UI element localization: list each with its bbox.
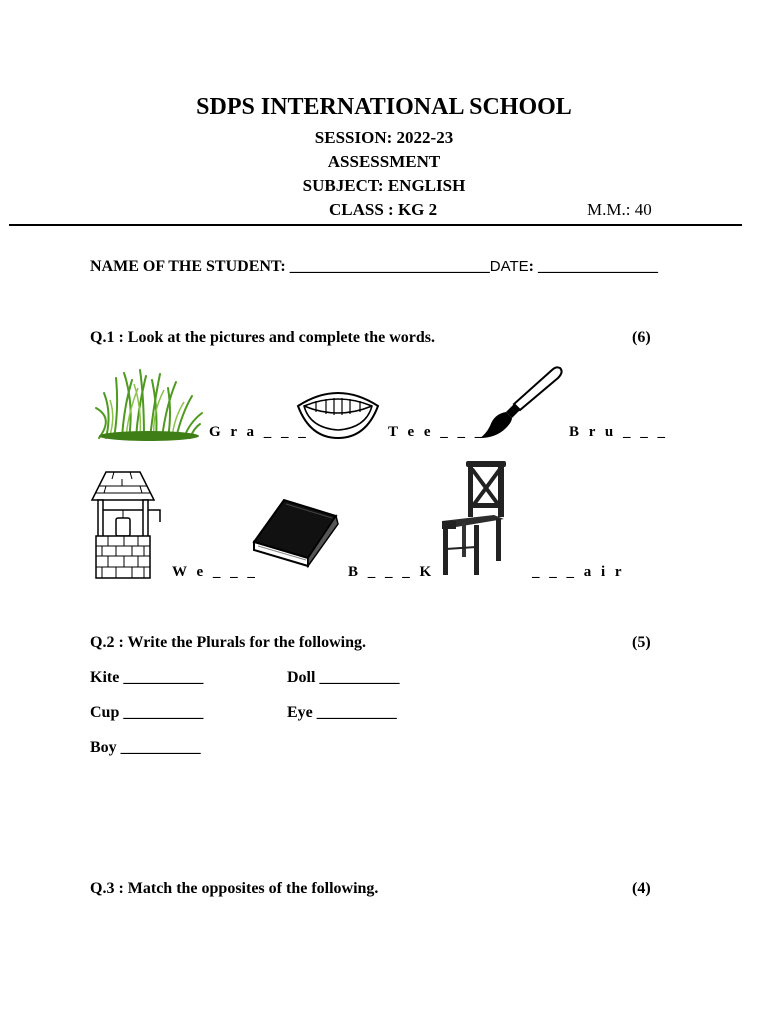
word-well: W e _ _ _: [172, 564, 258, 580]
plural-item-cup[interactable]: Cup __________: [90, 704, 204, 721]
plural-item-kite[interactable]: Kite __________: [90, 669, 204, 686]
q2-marks: (5): [632, 634, 651, 651]
q3-question: Q.3 : Match the opposites of the following.: [90, 880, 379, 897]
plural-item-boy[interactable]: Boy __________: [90, 739, 201, 756]
plural-item-doll[interactable]: Doll __________: [287, 669, 400, 686]
word-brush: B r u _ _ _: [569, 424, 668, 440]
q3-marks: (4): [632, 880, 651, 897]
chair-icon: [440, 459, 510, 579]
header-divider: [9, 224, 742, 226]
class-line: CLASS : KG 2: [329, 200, 438, 219]
plural-item-eye[interactable]: Eye __________: [287, 704, 397, 721]
student-name-blank[interactable]: _________________________: [289, 258, 490, 275]
q1-question: Q.1 : Look at the pictures and complete the words.: [90, 329, 436, 346]
student-name-label: NAME OF THE STUDENT:: [90, 258, 290, 275]
date-blank[interactable]: _______________: [537, 258, 658, 275]
date-label: DATE: [489, 258, 529, 275]
session-line: SESSION: 2022-23: [314, 128, 454, 147]
q2-question: Q.2 : Write the Plurals for the following.: [90, 634, 366, 651]
date-colon: :: [528, 258, 538, 275]
well-icon: [90, 470, 166, 580]
word-teeth: T e e _ _ _: [388, 424, 486, 440]
book-icon: [250, 498, 342, 572]
grass-icon: [94, 368, 204, 440]
word-chair: _ _ _ a i r: [532, 564, 625, 580]
teeth-icon: [296, 386, 380, 440]
word-grass: G r a _ _ _: [209, 424, 309, 440]
subject-line: SUBJECT: ENGLISH: [302, 176, 466, 195]
student-info-row: [90, 258, 658, 276]
max-marks: M.M.: 40: [587, 200, 652, 219]
assessment-line: ASSESSMENT: [327, 152, 441, 171]
word-book: B _ _ _ K: [348, 564, 435, 580]
school-name: SDPS INTERNATIONAL SCHOOL: [196, 94, 572, 120]
q1-marks: (6): [632, 329, 651, 346]
paintbrush-icon: [476, 366, 566, 440]
